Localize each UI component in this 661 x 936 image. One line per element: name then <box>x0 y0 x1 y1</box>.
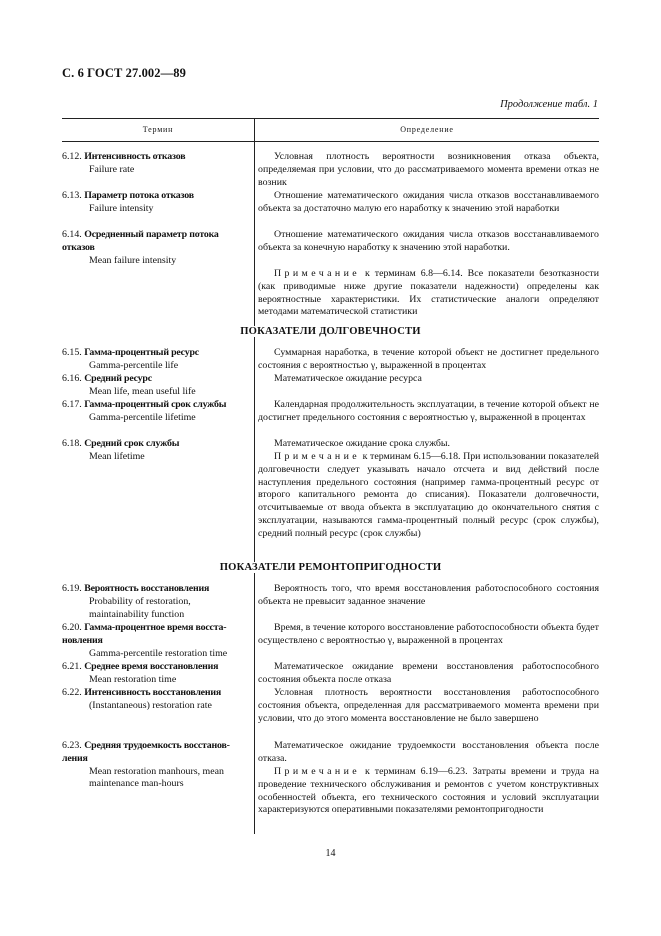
definition-6-20: Время, в течение которого восстановление работоспособности объекта будет осуществлено с вероятностью γ, выраженной в процентах <box>258 622 599 646</box>
definition-6-21: Математическое ожидание времени восстановления работоспособного состояния объекта после отказа <box>258 661 599 685</box>
term-6-13: 6.13. Параметр потока отказов Failure intensity <box>62 190 194 214</box>
column-divider <box>254 140 255 834</box>
term-6-22: 6.22. Интенсивность восстановления (Instantaneous) restoration rate <box>62 687 221 711</box>
page-number: 14 <box>325 848 336 859</box>
table-continuation-label: Продолжение табл. 1 <box>500 99 598 110</box>
note-6-19-6-23: Примечание к терминам 6.19—6.23. Затраты времени и труда на проведение технического обслуживания и ремонтов с учетом конструктивных особенностей объекта, его технического состояния и условий эксплуатации характеризуются оперативными показателями ремонтопригодности <box>258 766 599 816</box>
definition-6-23: Математическое ожидание трудоемкости восстановления объекта после отказа. <box>258 740 599 764</box>
definition-6-12: Условная плотность вероятности возникновения отказа объекта, определяемая при условии, что до рассматриваемого момента времени отказ не возник <box>258 151 599 188</box>
term-6-14: 6.14. Осредненный параметр потока отказов Mean failure intensity <box>62 229 219 266</box>
term-6-21: 6.21. Среднее время восстановления Mean restoration time <box>62 661 219 685</box>
document-header: С. 6 ГОСТ 27.002—89 <box>62 66 186 80</box>
term-6-20: 6.20. Гамма-процентное время восста- новления Gamma-percentile restoration time <box>62 622 228 659</box>
term-6-15: 6.15. Гамма-процентный ресурс Gamma-percentile life <box>62 347 199 371</box>
term-6-17: 6.17. Гамма-процентный срок службы Gamma-percentile lifetime <box>62 399 227 423</box>
definition-6-14: Отношение математического ожидания числа отказов восстанавливаемого объекта за конечную наработку к значению этой наработки. <box>258 229 599 253</box>
section-title-durability: ПОКАЗАТЕЛИ ДОЛГОВЕЧНОСТИ <box>62 326 599 337</box>
column-header-term: Термин <box>142 125 174 134</box>
term-6-19: 6.19. Вероятность восстановления Probability of restoration, maintainability function <box>62 583 210 620</box>
section-title-maintainability: ПОКАЗАТЕЛИ РЕМОНТОПРИГОДНОСТИ <box>62 562 599 573</box>
note-6-8-6-14: Примечание к терминам 6.8—6.14. Все показатели безотказности (как приводимые ниже другие показатели надежности) определены как вероятностные характеристики. Их статистические аналоги определяют методами математической статистики <box>258 268 599 318</box>
table-header <box>62 118 599 142</box>
definition-6-18: Математическое ожидание срока службы. <box>274 438 451 449</box>
term-6-12: 6.12. Интенсивность отказов Failure rate <box>62 151 186 175</box>
definition-6-17: Календарная продолжительность эксплуатации, в течение которой объект не достигнет предельного состояния с вероятностью γ, выраженной в процентах <box>258 399 599 423</box>
definition-6-22: Условная плотность вероятности восстановления работоспособного состояния объекта, определенная для рассматриваемого момента времени при условии, что до этого момента восстановление не было завершено <box>258 687 599 724</box>
column-header-definition: Определение <box>254 119 599 141</box>
term-6-18: 6.18. Средний срок службы Mean lifetime <box>62 438 180 462</box>
term-6-23: 6.23. Средняя трудоемкость восстанов- ления Mean restoration manhours, mean maintenance man-hours <box>62 740 230 790</box>
term-6-16: 6.16. Средний ресурс Mean life, mean useful life <box>62 373 196 397</box>
definition-6-16: Математическое ожидание ресурса <box>274 373 422 384</box>
note-6-15-6-18: Примечание к терминам 6.15—6.18. При использовании показателей долговечности следует указывать начало отсчета и вид действий после наступления предельного состояния (например гамма-процентный ресурс от второго капитального ремонта до списания). Показатели долговечности, отсчитываемые от ввода объекта в эксплуатацию до окончательного снятия с эксплуатации, называются гамма-процентный полный ресурс (срок службы), средний полный ресурс (срок службы) <box>258 451 599 539</box>
definition-6-15: Суммарная наработка, в течение которой объект не достигнет предельного состояния с вероятностью γ, выраженной в процентах <box>258 347 599 371</box>
definition-6-13: Отношение математического ожидания числа отказов восстанавливаемого объекта за достаточно малую его наработку к значению этой наработки <box>258 190 599 214</box>
definition-6-19: Вероятность того, что время восстановления работоспособного состояния объекта не превысит заданное значение <box>258 583 599 607</box>
